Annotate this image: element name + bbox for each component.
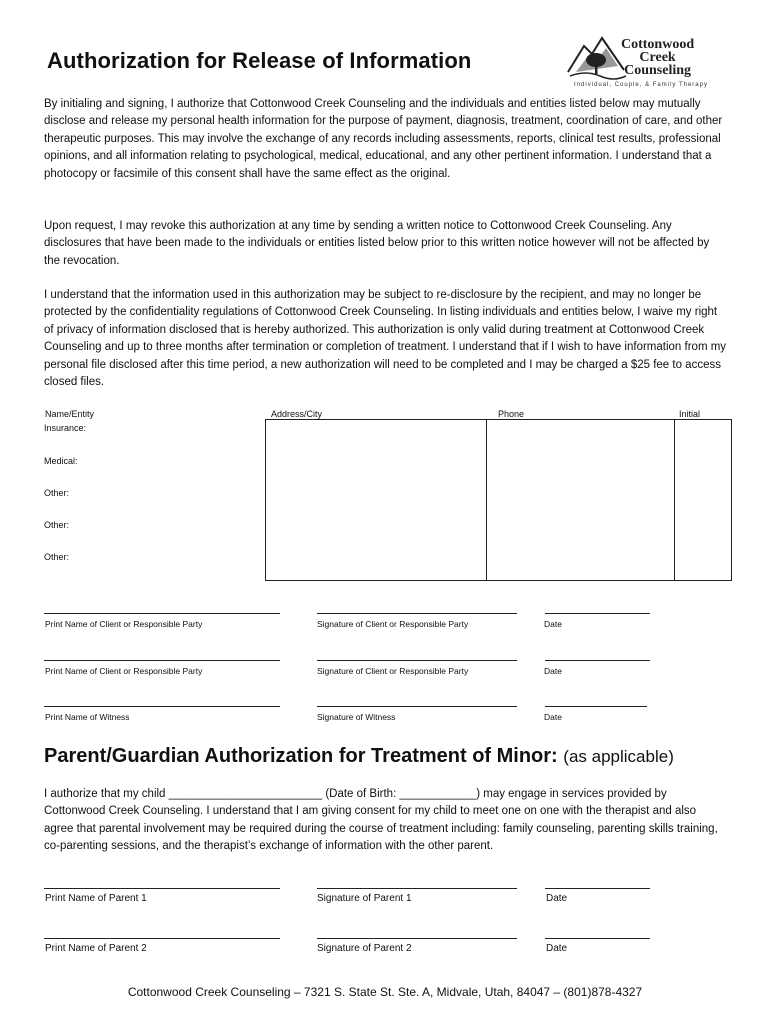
column-header-address: Address/City (271, 409, 323, 419)
row-label-medical: Medical: (44, 456, 78, 466)
date-label-witness: Date (544, 712, 562, 722)
logo-tagline: Individual, Couple, & Family Therapy (574, 82, 708, 88)
sign-client-label-2: Signature of Client or Responsible Party (317, 666, 469, 676)
date-line-parent2[interactable] (545, 938, 650, 939)
date-label-parent2: Date (546, 943, 568, 954)
logo-line2: Creek (639, 50, 676, 65)
sign-witness-line[interactable] (317, 706, 517, 707)
address-column-cell[interactable] (265, 419, 487, 581)
column-header-initial: Initial (679, 409, 701, 419)
row-label-other-2: Other: (44, 520, 70, 530)
date-line-parent1[interactable] (545, 888, 650, 889)
row-label-other-3: Other: (44, 552, 70, 562)
print-parent2-label: Print Name of Parent 2 (45, 943, 147, 954)
column-header-phone: Phone (498, 409, 525, 419)
initial-column-cell[interactable] (674, 419, 732, 581)
date-line-witness[interactable] (545, 706, 647, 707)
footer-address: Cottonwood Creek Counseling – 7321 S. State St. Ste. A, Midvale, Utah, 84047 – (801)878-4327 (127, 985, 643, 999)
print-client-label-2: Print Name of Client or Responsible Party (45, 666, 203, 676)
print-parent1-line[interactable] (44, 888, 280, 889)
sign-client-line-1[interactable] (317, 613, 517, 614)
row-label-insurance: Insurance: (44, 423, 87, 433)
print-parent2-line[interactable] (44, 938, 280, 939)
phone-column-cell[interactable] (486, 419, 675, 581)
date-line-1[interactable] (545, 613, 650, 614)
minor-heading-text: Parent/Guardian Authorization for Treatment of Minor: (44, 745, 558, 767)
minor-consent-paragraph: I authorize that my child ________________________ (Date of Birth: ____________) may engage in services provided by Cottonwood Creek Counseling. I understand that I am giving consent for my child to meet one on one with the therapist and also agree that parental involvement may be required during the course of treatment including: family counseling, parenting skills training, co-parenting sessions, and the therapist’s exchange of information with the other parent. (44, 788, 718, 853)
column-header-name: Name/Entity (45, 409, 95, 419)
consent-paragraph-1: By initialing and signing, I authorize that Cottonwood Creek Counseling and the individuals and entities listed below may mutually disclose and release my personal health information for the purpose of payment, diagnosis, treatment, coordination of care, and other therapeutic purposes. This may involve the exchange of any records including assessments, reports, clinical test results, professional opinions, and all information relating to psychological, medical, educational, and any other pertinent information. I understand that a photocopy or facsimile of this consent shall have the same effect as the original. (44, 98, 723, 180)
page-title: Authorization for Release of Information (47, 48, 472, 73)
sign-witness-label: Signature of Witness (317, 712, 396, 722)
consent-paragraph-3: I understand that the information used in this authorization may be subject to re-disclosure by the recipient, and may no longer be protected by the confidentiality regulations of Cottonwood Creek Counseling. In listing individuals and entities below, I waive my right of privacy of information disclosed that is hereby authorized. This authorization is only valid during treatment at Cottonwood Creek Counseling and up to three months after termination or completion of treatment. I understand that if I wish to have information from my personal file disclosed after this time period, a new authorization will need to be completed and I may be charged a $25 fee to access closed files. (44, 289, 727, 389)
minor-section-heading (44, 745, 674, 768)
print-client-label-1: Print Name of Client or Responsible Party (45, 619, 203, 629)
print-witness-label: Print Name of Witness (45, 712, 130, 722)
sign-parent2-label: Signature of Parent 2 (317, 943, 412, 954)
mountain-tree-logo-icon (566, 32, 626, 82)
logo (566, 30, 716, 92)
consent-paragraph-2: Upon request, I may revoke this authorization at any time by sending a written notice to Cottonwood Creek Counseling. Any disclosures that have been made to the individuals or entities listed below prior to this written notice however will not be affected by the revocation. (44, 220, 710, 267)
print-client-line-2[interactable] (44, 660, 280, 661)
print-witness-line[interactable] (44, 706, 280, 707)
logo-wordmark (621, 38, 694, 77)
logo-line1: Cottonwood (621, 37, 695, 52)
sign-client-label-1: Signature of Client or Responsible Party (317, 619, 469, 629)
date-label-1: Date (544, 619, 562, 629)
print-parent1-label: Print Name of Parent 1 (45, 893, 147, 904)
disclosure-table (38, 419, 732, 581)
minor-heading-note: (as applicable) (563, 747, 674, 766)
sign-parent1-label: Signature of Parent 1 (317, 893, 412, 904)
row-label-other-1: Other: (44, 488, 70, 498)
sign-parent2-line[interactable] (317, 938, 517, 939)
sign-parent1-line[interactable] (317, 888, 517, 889)
print-client-line-1[interactable] (44, 613, 280, 614)
date-label-2: Date (544, 666, 562, 676)
logo-line3: Counseling (624, 63, 692, 78)
sign-client-line-2[interactable] (317, 660, 517, 661)
date-label-parent1: Date (546, 893, 568, 904)
date-line-2[interactable] (545, 660, 650, 661)
